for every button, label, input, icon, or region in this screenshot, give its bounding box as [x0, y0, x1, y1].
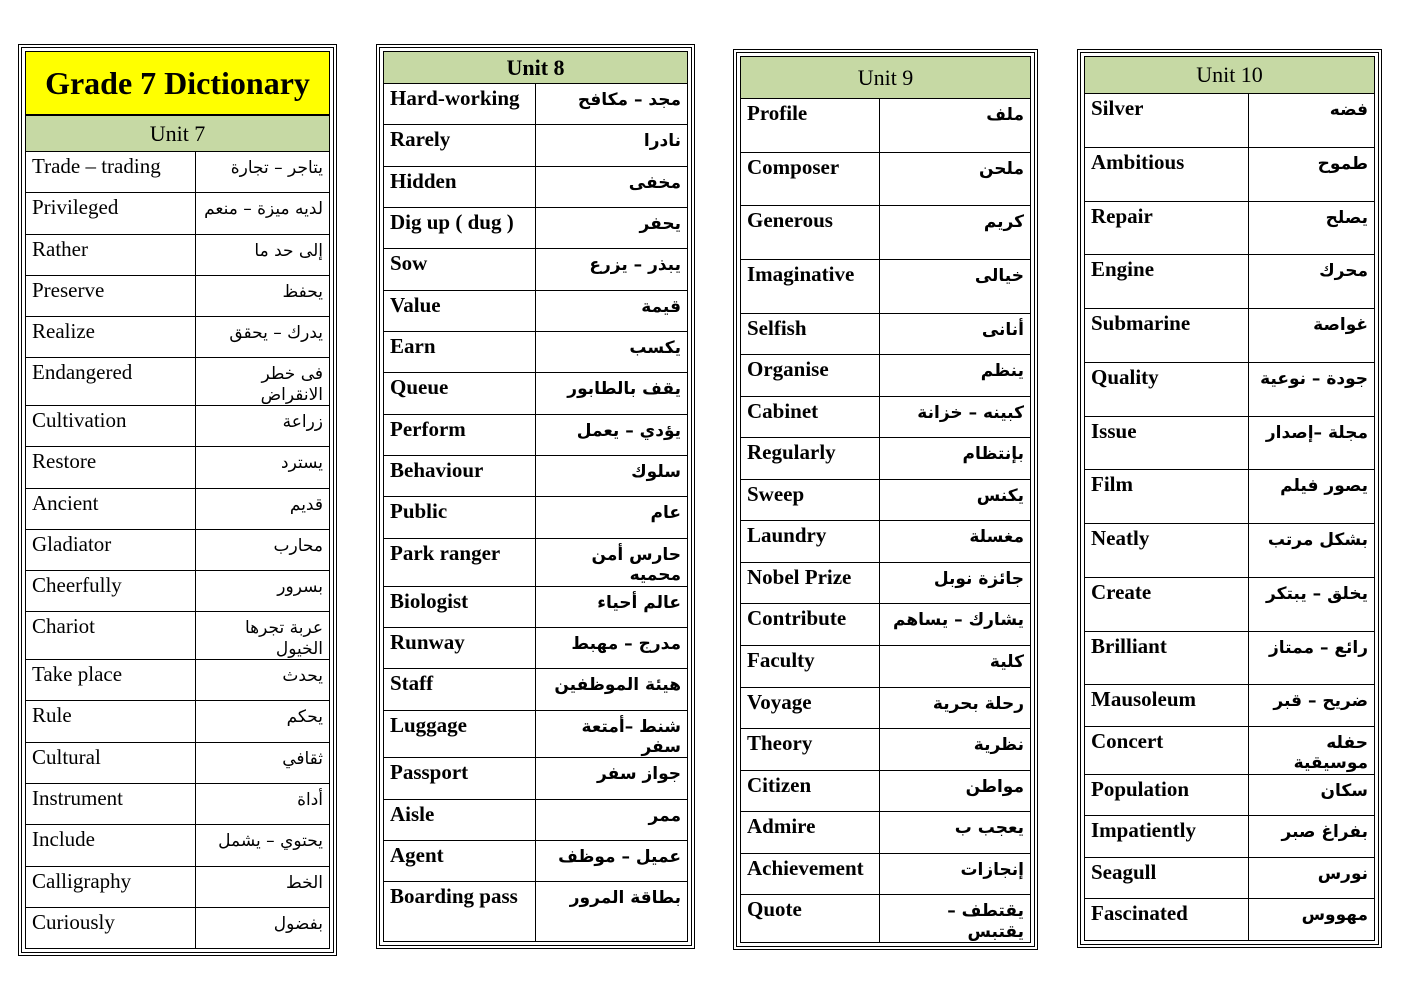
table-row [26, 406, 329, 447]
table-row [384, 669, 687, 710]
unit-10-rows [1085, 94, 1374, 940]
arabic-translation: مواطن [965, 776, 1024, 797]
arabic-translation: محرك [1319, 261, 1368, 282]
table-row [1085, 775, 1374, 817]
table-row [384, 587, 687, 628]
arabic-translation: عالم أحياء [597, 592, 681, 613]
arabic-translation: نادرا [643, 131, 681, 152]
arabic-translation: يكسب [629, 338, 681, 359]
english-word: Rule [26, 701, 196, 741]
table-row [1085, 578, 1374, 632]
table-row [384, 415, 687, 456]
english-word: Regularly [741, 438, 880, 479]
table-row [384, 249, 687, 290]
table-row [26, 908, 329, 948]
unit-8-heading: Unit 8 [384, 52, 687, 84]
table-row [26, 489, 329, 530]
table-row [741, 646, 1030, 688]
table-row [741, 206, 1030, 260]
english-word: Ambitious [1085, 148, 1249, 201]
table-row [1085, 94, 1374, 148]
arabic-translation: محارب [273, 535, 323, 556]
arabic-translation: عربة تجرها الخيول [244, 618, 323, 659]
english-word: Impatiently [1085, 816, 1249, 857]
table-row [384, 125, 687, 166]
english-word: Issue [1085, 417, 1249, 470]
arabic-translation: غواصة [1313, 315, 1368, 335]
english-word: Include [26, 825, 196, 865]
english-word: Imaginative [741, 260, 880, 313]
table-row [741, 812, 1030, 854]
arabic-translation: يحفر [639, 214, 681, 235]
arabic-translation: جائزة نوبل [933, 568, 1024, 589]
arabic-translation: يحدث [282, 666, 323, 687]
english-word: Staff [384, 669, 536, 709]
table-row [26, 784, 329, 825]
arabic-translation: خيالى [974, 266, 1024, 287]
arabic-translation: حارس أمن محميه [591, 544, 681, 586]
arabic-translation: فى خطر الانقراض [260, 364, 323, 405]
arabic-translation: عميل – موظف [558, 847, 681, 868]
table-row [384, 291, 687, 332]
table-row [741, 563, 1030, 605]
table-row [1085, 470, 1374, 524]
arabic-translation: بشكل مرتب [1267, 530, 1368, 550]
english-word: Behaviour [384, 456, 536, 496]
arabic-translation: ضريح – قبر [1273, 691, 1368, 712]
table-row [384, 373, 687, 414]
english-word: Sow [384, 249, 536, 289]
arabic-translation: ثقافي [282, 748, 323, 769]
table-row [384, 841, 687, 882]
english-word: Agent [384, 841, 536, 881]
english-word: Boarding pass [384, 882, 536, 941]
english-word: Queue [384, 373, 536, 413]
table-row [1085, 685, 1374, 727]
arabic-translation: زراعة [282, 412, 323, 433]
table-row [384, 758, 687, 799]
arabic-translation: جواز سفر [597, 764, 681, 785]
english-word: Organise [741, 355, 880, 396]
english-word: Privileged [26, 193, 196, 233]
english-word: Seagull [1085, 858, 1249, 899]
unit-10-heading: Unit 10 [1085, 57, 1374, 94]
arabic-translation: بسرور [277, 577, 323, 598]
arabic-translation: يؤدي – يعمل [576, 420, 681, 441]
arabic-translation: يحفظ [282, 281, 323, 302]
table-row [741, 355, 1030, 397]
arabic-translation: يصلح [1325, 207, 1368, 228]
unit-9-column [733, 49, 1038, 950]
unit-7-heading: Unit 7 [26, 116, 329, 152]
arabic-translation: كريم [983, 212, 1024, 233]
table-row [26, 701, 329, 742]
arabic-translation: الخط [285, 872, 323, 893]
arabic-translation: يخلق – يبتكر [1266, 583, 1368, 604]
english-word: Sweep [741, 480, 880, 521]
english-word: Take place [26, 660, 196, 700]
english-word: Chariot [26, 612, 196, 659]
english-word: Calligraphy [26, 867, 196, 907]
arabic-translation: ممر [648, 805, 681, 826]
table-row [1085, 727, 1374, 775]
arabic-translation: مجد – مكافح [577, 90, 681, 110]
english-word: Cheerfully [26, 571, 196, 611]
english-word: Contribute [741, 604, 880, 645]
arabic-translation: سلوك [631, 462, 681, 483]
arabic-translation: مخفى [628, 172, 681, 193]
english-word: Ancient [26, 489, 196, 529]
arabic-translation: رحلة بحرية [932, 693, 1024, 714]
english-word: Quality [1085, 363, 1249, 416]
unit-9-rows [741, 99, 1030, 942]
english-word: Citizen [741, 771, 880, 812]
table-row [741, 438, 1030, 480]
arabic-translation: قديم [289, 494, 323, 515]
arabic-translation: سكان [1320, 780, 1368, 801]
arabic-translation: يشارك – يساهم [893, 610, 1024, 631]
table-row [1085, 899, 1374, 940]
english-word: Earn [384, 332, 536, 372]
english-word: Curiously [26, 908, 196, 948]
english-word: Restore [26, 447, 196, 487]
arabic-translation: إلى حد ما [254, 240, 323, 261]
english-word: Composer [741, 153, 880, 206]
arabic-translation: ملف [986, 105, 1024, 125]
english-word: Concert [1085, 727, 1249, 774]
arabic-translation: كلية [989, 652, 1024, 672]
english-word: Create [1085, 578, 1249, 631]
arabic-translation: ملحن [978, 158, 1024, 179]
english-word: Quote [741, 895, 880, 942]
english-word: Hard-working [384, 84, 536, 124]
unit-7-column [18, 44, 337, 956]
table-row [26, 530, 329, 571]
table-row [384, 497, 687, 538]
unit-8-rows [384, 84, 687, 941]
table-row [741, 895, 1030, 942]
table-row [26, 743, 329, 784]
arabic-translation: يقتطف – يقتبس [947, 901, 1024, 942]
table-row [1085, 148, 1374, 202]
arabic-translation: يحتوي – يشمل [218, 831, 323, 852]
english-word: Aisle [384, 800, 536, 840]
arabic-translation: مهووس [1301, 905, 1368, 926]
table-row [1085, 858, 1374, 900]
english-word: Nobel Prize [741, 563, 880, 604]
table-row [384, 539, 687, 587]
english-word: Runway [384, 628, 536, 668]
english-word: Instrument [26, 784, 196, 824]
table-row [741, 260, 1030, 314]
table-row [384, 456, 687, 497]
english-word: Rather [26, 235, 196, 275]
english-word: Generous [741, 206, 880, 259]
arabic-translation: طموح [1317, 153, 1368, 174]
table-row [1085, 309, 1374, 363]
english-word: Value [384, 291, 536, 331]
unit-10-column [1077, 49, 1382, 948]
table-row [741, 688, 1030, 730]
english-word: Submarine [1085, 309, 1249, 362]
table-row [741, 153, 1030, 207]
unit-8-column [376, 44, 695, 949]
english-word: Rarely [384, 125, 536, 165]
table-row [384, 800, 687, 841]
arabic-translation: بإنتظام [962, 444, 1024, 465]
english-word: Cabinet [741, 397, 880, 438]
english-word: Perform [384, 415, 536, 455]
table-row [26, 317, 329, 358]
english-word: Gladiator [26, 530, 196, 570]
table-row [26, 612, 329, 660]
arabic-translation: مجلة –إصدار [1265, 422, 1368, 443]
arabic-translation: يكنس [976, 485, 1024, 506]
table-row [741, 480, 1030, 522]
table-row [741, 771, 1030, 813]
table-row [384, 167, 687, 208]
arabic-translation: يتاجر – تجارة [230, 158, 323, 178]
table-row [1085, 816, 1374, 858]
english-word: Silver [1085, 94, 1249, 147]
arabic-translation: نورس [1317, 863, 1368, 884]
arabic-translation: نظرية [973, 735, 1024, 756]
table-row [1085, 524, 1374, 578]
table-row [384, 84, 687, 125]
arabic-translation: شنط –أمتعة سفر [581, 716, 681, 757]
arabic-translation: يحكم [286, 707, 323, 728]
arabic-translation: عام [650, 503, 681, 524]
english-word: Faculty [741, 646, 880, 687]
arabic-translation: يسترد [281, 453, 323, 474]
english-word: Dig up ( dug ) [384, 208, 536, 248]
english-word: Luggage [384, 711, 536, 758]
english-word: Voyage [741, 688, 880, 729]
english-word: Park ranger [384, 539, 536, 586]
arabic-translation: يبذر – يزرع [589, 255, 681, 276]
table-row [1085, 417, 1374, 471]
english-word: Film [1085, 470, 1249, 523]
arabic-translation: يدرك – يحقق [229, 323, 323, 344]
english-word: Endangered [26, 358, 196, 405]
english-word: Achievement [741, 854, 880, 895]
english-word: Biologist [384, 587, 536, 627]
english-word: Fascinated [1085, 899, 1249, 940]
arabic-translation: بفراغ صبر [1281, 822, 1368, 843]
table-row [26, 867, 329, 908]
table-row [384, 882, 687, 941]
arabic-translation: بطاقة المرور [569, 888, 681, 909]
english-word: Trade – trading [26, 152, 196, 192]
english-word: Cultural [26, 743, 196, 783]
arabic-translation: لديه ميزة – منعم [204, 199, 323, 220]
arabic-translation: أداة [297, 790, 323, 811]
arabic-translation: بفضول [273, 913, 323, 934]
table-row [384, 208, 687, 249]
table-row [26, 193, 329, 234]
table-row [26, 571, 329, 612]
arabic-translation: يصور فيلم [1280, 476, 1368, 497]
english-word: Realize [26, 317, 196, 357]
arabic-translation: رائع – ممتاز [1269, 637, 1368, 658]
table-row [741, 854, 1030, 896]
page-title: Grade 7 Dictionary [26, 52, 329, 116]
arabic-translation: حفله موسيقية [1293, 732, 1368, 774]
english-word: Engine [1085, 255, 1249, 308]
unit-9-heading: Unit 9 [741, 57, 1030, 99]
table-row [26, 358, 329, 406]
table-row [1085, 202, 1374, 256]
table-row [26, 447, 329, 488]
arabic-translation: مدرج – مهبط [571, 633, 681, 654]
english-word: Admire [741, 812, 880, 853]
table-row [1085, 632, 1374, 686]
table-row [741, 314, 1030, 356]
arabic-translation: يقف بالطابور [567, 379, 681, 400]
arabic-translation: يعجب ب [954, 818, 1024, 839]
table-row [26, 660, 329, 701]
table-row [741, 729, 1030, 771]
table-row [384, 628, 687, 669]
english-word: Neatly [1085, 524, 1249, 577]
table-row [384, 711, 687, 759]
english-word: Hidden [384, 167, 536, 207]
table-row [741, 397, 1030, 439]
english-word: Laundry [741, 521, 880, 562]
english-word: Passport [384, 758, 536, 798]
arabic-translation: جودة – نوعية [1260, 368, 1368, 389]
english-word: Selfish [741, 314, 880, 355]
english-word: Profile [741, 99, 880, 152]
english-word: Cultivation [26, 406, 196, 446]
english-word: Repair [1085, 202, 1249, 255]
english-word: Brilliant [1085, 632, 1249, 685]
table-row [741, 521, 1030, 563]
english-word: Theory [741, 729, 880, 770]
table-row [26, 235, 329, 276]
english-word: Mausoleum [1085, 685, 1249, 726]
table-row [384, 332, 687, 373]
arabic-translation: ينظم [980, 361, 1024, 382]
table-row [26, 825, 329, 866]
table-row [26, 152, 329, 193]
table-row [741, 99, 1030, 153]
english-word: Public [384, 497, 536, 537]
arabic-translation: فضه [1329, 100, 1368, 120]
arabic-translation: أنانى [981, 319, 1024, 340]
arabic-translation: مغسلة [969, 527, 1024, 548]
table-row [1085, 255, 1374, 309]
arabic-translation: هيئة الموظفين [554, 675, 681, 696]
table-row [741, 604, 1030, 646]
english-word: Population [1085, 775, 1249, 816]
arabic-translation: قيمة [641, 296, 681, 317]
table-row [1085, 363, 1374, 417]
table-row [26, 276, 329, 317]
arabic-translation: كبينه – خزانة [917, 402, 1024, 423]
english-word: Preserve [26, 276, 196, 316]
unit-7-rows [26, 152, 329, 948]
arabic-translation: إنجازات [960, 859, 1024, 880]
